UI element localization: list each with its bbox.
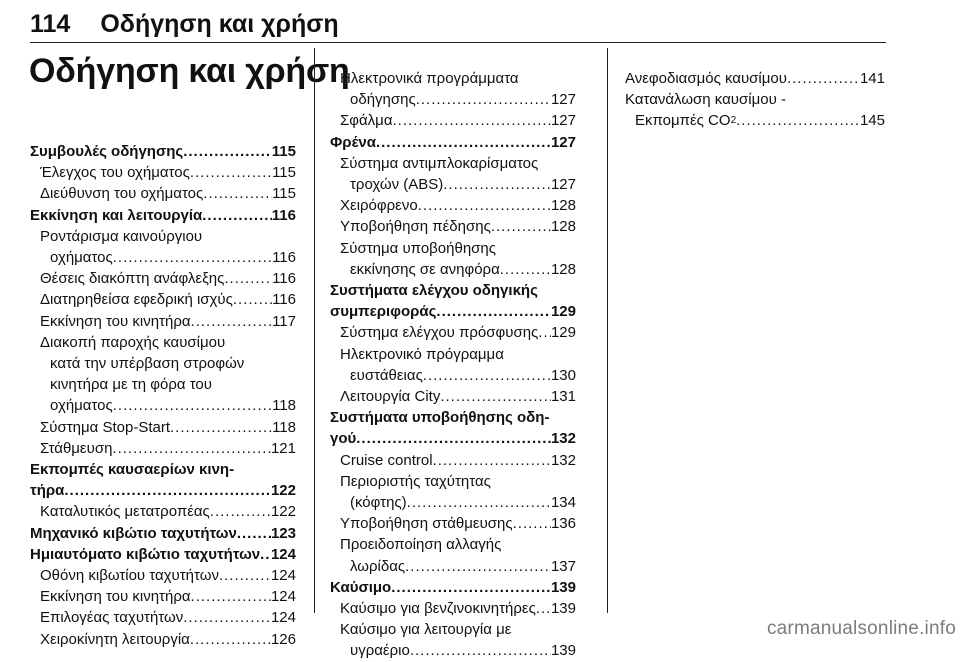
toc-entry-title: Σύστημα υποβοήθησης — [340, 239, 496, 257]
dot-leader — [536, 598, 551, 619]
toc-entry-title: Θέσεις διακόπτη ανάφλεξης — [40, 270, 225, 288]
toc-page-number: 116 — [271, 206, 296, 224]
toc-entry-title: Καύσιμο για βενζινοκινητήρες — [340, 600, 536, 618]
dot-leader — [113, 395, 272, 416]
toc-page-number: 128 — [550, 197, 576, 215]
toc-entry-title: Ροντάρισμα καινούργιου — [40, 227, 203, 245]
toc-entry[interactable] — [30, 480, 296, 501]
dot-leader — [210, 501, 271, 522]
toc-entry-title: Συστήματα υποβοήθησης οδη- — [330, 409, 550, 427]
toc-entry-title: κινητήρα με τη φόρα του — [50, 376, 212, 394]
toc-entry[interactable] — [30, 183, 296, 204]
toc-entry[interactable] — [330, 640, 576, 661]
toc-entry-title: Εκπομπές καυσαερίων κινη- — [30, 461, 235, 479]
toc-entry-title: κατά την υπέρβαση στροφών — [50, 355, 245, 373]
toc-entry-title: ευστάθειας — [350, 366, 423, 384]
toc-page-number: 131 — [550, 388, 576, 406]
toc-entry[interactable] — [330, 492, 576, 513]
toc-entry-title: Λειτουργία City — [340, 388, 441, 406]
toc-entry[interactable] — [330, 132, 576, 153]
toc-column-2 — [330, 68, 576, 662]
toc-page-number: 128 — [550, 260, 576, 278]
toc-entry-title: οχήματος — [50, 397, 113, 415]
toc-entry[interactable] — [30, 205, 296, 226]
toc-entry-title: Μηχανικό κιβώτιο ταχυτήτων — [30, 524, 237, 542]
toc-entry-title: Εκπομπές CO — [635, 112, 731, 130]
toc-entry-title: Ηλεκτρονικά προγράμματα — [340, 70, 519, 87]
toc-entry-title: εκκίνησης σε ανηφόρα — [350, 260, 500, 278]
toc-entry-title: Cruise control — [340, 451, 433, 469]
toc-entry-line[interactable] — [30, 374, 296, 395]
toc-page-number: 116 — [272, 249, 296, 267]
toc-entry[interactable] — [30, 247, 296, 268]
toc-page-number: 118 — [272, 418, 296, 436]
dot-leader — [112, 438, 271, 459]
column-divider — [607, 48, 608, 613]
toc-page-number: 132 — [550, 430, 576, 448]
dot-leader — [237, 523, 271, 544]
toc-entry-title: οχήματος — [50, 249, 113, 267]
dot-leader — [224, 268, 272, 289]
dot-leader — [443, 174, 551, 195]
toc-entry-title: Χειρόφρενο — [340, 197, 418, 215]
toc-entry-title: Υποβοήθηση στάθμευσης — [340, 515, 513, 533]
subscript: 2 — [730, 115, 737, 127]
dot-leader — [191, 311, 273, 332]
toc-entry-title: Καύσιμο για λειτουργία με — [340, 621, 512, 639]
dot-leader — [183, 141, 272, 162]
dot-leader — [416, 89, 551, 110]
toc-entry-line[interactable] — [330, 153, 576, 174]
toc-entry-title: Προειδοποίηση αλλαγής — [340, 536, 502, 554]
toc-entry[interactable] — [330, 89, 576, 110]
toc-page-number: 129 — [550, 303, 576, 321]
toc-entry[interactable] — [330, 365, 576, 386]
toc-page-number: 116 — [272, 291, 296, 309]
column-divider — [314, 48, 315, 613]
dot-leader — [410, 640, 551, 661]
toc-entry-title: τήρα — [30, 482, 65, 500]
toc-page-number: 127 — [550, 133, 576, 151]
toc-entry-title: Καύσιμο — [330, 578, 392, 596]
toc-page-number: 124 — [270, 609, 296, 627]
toc-entry-title: Οθόνη κιβωτίου ταχυτήτων — [40, 567, 219, 585]
toc-page-number: 134 — [550, 494, 576, 512]
toc-page-number: 132 — [550, 451, 576, 469]
toc-page-number: 137 — [550, 557, 576, 575]
toc-entry[interactable] — [30, 544, 296, 565]
toc-entry-title: Σύστημα αντιμπλοκαρίσματος — [340, 154, 539, 172]
toc-entry[interactable] — [625, 68, 885, 89]
toc-entry[interactable] — [30, 417, 296, 438]
toc-entry-line[interactable] — [330, 534, 576, 555]
dot-leader — [170, 417, 272, 438]
toc-entry[interactable] — [30, 501, 296, 522]
dot-leader — [260, 544, 271, 565]
toc-entry[interactable] — [330, 301, 576, 322]
toc-page-number: 124 — [270, 588, 296, 606]
toc-page-number: 122 — [270, 482, 296, 500]
toc-entry-line[interactable] — [330, 471, 576, 492]
toc-entry-line[interactable] — [330, 619, 576, 640]
toc-entry-title: Συστήματα ελέγχου οδηγικής — [330, 282, 538, 300]
dot-leader — [538, 322, 551, 343]
toc-entry-line[interactable] — [30, 332, 296, 353]
toc-entry-line[interactable] — [330, 68, 576, 89]
toc-entry-line[interactable] — [30, 353, 296, 374]
toc-page-number: 130 — [550, 366, 576, 384]
dot-leader — [183, 607, 271, 628]
dot-leader — [418, 195, 551, 216]
toc-page-number: 118 — [272, 397, 296, 415]
toc-page-number: 123 — [270, 524, 296, 542]
toc-entry-title: Διακοπή παροχής καυσίμου — [40, 333, 226, 351]
toc-entry[interactable] — [30, 523, 296, 544]
toc-entry-title: Διεύθυνση του οχήματος — [40, 185, 204, 203]
toc-entry-title: Σφάλμα — [340, 112, 393, 130]
toc-page-number: 127 — [550, 91, 576, 109]
running-header — [30, 8, 886, 43]
toc-page-number: 122 — [270, 503, 296, 521]
dot-leader — [491, 216, 551, 237]
toc-entry-line[interactable] — [330, 344, 576, 365]
toc-entry-title: Ανεφοδιασμός καυσίμου — [625, 70, 787, 87]
toc-page-number: 127 — [550, 112, 576, 130]
toc-entry[interactable] — [30, 395, 296, 416]
watermark: carmanualsonline.info — [766, 618, 956, 639]
toc-entry-title: Υποβοήθηση πέδησης — [340, 218, 491, 236]
dot-leader — [191, 586, 271, 607]
toc-entry-title: Εκκίνηση και λειτουργία — [30, 206, 203, 224]
toc-entry[interactable] — [330, 450, 576, 471]
toc-entry-title: Κατανάλωση καυσίμου - — [625, 91, 786, 109]
toc-column-1 — [30, 141, 296, 650]
toc-entry-line[interactable] — [30, 459, 296, 480]
toc-entry-title: Ημιαυτόματο κιβώτιο ταχυτήτων — [30, 545, 261, 563]
toc-entry[interactable] — [30, 586, 296, 607]
dot-leader — [391, 577, 551, 598]
dot-leader — [219, 565, 271, 586]
toc-entry-title: Καταλυτικός μετατροπέας — [40, 503, 210, 521]
toc-entry-line[interactable] — [30, 226, 296, 247]
dot-leader — [356, 428, 551, 449]
chapter-title: Οδήγηση και χρήση — [29, 52, 350, 90]
toc-entry[interactable] — [330, 174, 576, 195]
dot-leader — [513, 513, 551, 534]
toc-entry-title: συμπεριφοράς — [330, 303, 437, 321]
dot-leader — [787, 68, 860, 89]
toc-entry[interactable] — [330, 195, 576, 216]
toc-entry[interactable] — [330, 556, 576, 577]
dot-leader — [113, 247, 272, 268]
toc-page-number: 129 — [550, 324, 576, 342]
dot-leader — [190, 162, 272, 183]
toc-entry-title: Περιοριστής ταχύτητας — [340, 472, 491, 490]
toc-entry[interactable] — [330, 259, 576, 280]
toc-page-number: 128 — [550, 218, 576, 236]
toc-entry-title: Εκκίνηση του κινητήρα — [40, 312, 191, 330]
toc-entry[interactable] — [30, 438, 296, 459]
toc-entry-line[interactable] — [330, 280, 576, 301]
dot-leader — [423, 365, 551, 386]
page-number: 114 — [30, 10, 71, 38]
toc-entry-title: τροχών (ABS) — [350, 176, 444, 194]
toc-entry-title: Σύστημα ελέγχου πρόσφυσης — [340, 324, 539, 342]
toc-page-number: 139 — [550, 578, 576, 596]
toc-entry-title: Επιλογέας ταχυτήτων — [40, 609, 184, 627]
dot-leader — [190, 629, 271, 650]
dot-leader — [736, 110, 860, 131]
dot-leader — [405, 556, 551, 577]
toc-entry-line[interactable] — [330, 238, 576, 259]
toc-entry-title: Συμβουλές οδήγησης — [30, 143, 184, 160]
toc-page-number: 127 — [550, 176, 576, 194]
toc-entry-title: (κόφτης) — [350, 494, 407, 512]
dot-leader — [202, 205, 272, 226]
toc-entry-line[interactable] — [625, 89, 885, 110]
toc-page-number: 115 — [271, 143, 296, 160]
toc-entry-title: Στάθμευση — [40, 439, 113, 457]
toc-page-number: 136 — [550, 515, 576, 533]
toc-entry[interactable] — [330, 216, 576, 237]
toc-entry[interactable] — [30, 141, 296, 162]
dot-leader — [407, 492, 551, 513]
dot-leader — [393, 110, 551, 131]
toc-entry-title: Έλεγχος του οχήματος — [40, 164, 190, 182]
dot-leader — [64, 480, 271, 501]
dot-leader — [440, 386, 551, 407]
toc-entry-title: Χειροκίνητη λειτουργία — [40, 630, 190, 648]
toc-entry-title: Διατηρηθείσα εφεδρική ισχύς — [40, 291, 233, 309]
toc-entry[interactable] — [330, 386, 576, 407]
toc-page-number: 117 — [272, 312, 296, 330]
toc-entry-title: Σύστημα Stop-Start — [40, 418, 171, 436]
toc-page-number: 124 — [270, 545, 296, 563]
toc-entry-title: οδήγησης — [350, 91, 416, 109]
toc-entry[interactable] — [330, 598, 576, 619]
toc-entry-title: γού — [330, 430, 357, 448]
toc-entry[interactable] — [30, 268, 296, 289]
dot-leader — [436, 301, 551, 322]
dot-leader — [376, 132, 551, 153]
toc-entry[interactable] — [30, 162, 296, 183]
toc-page-number: 145 — [859, 112, 885, 130]
toc-entry[interactable] — [625, 110, 885, 131]
dot-leader — [433, 450, 551, 471]
toc-page-number: 141 — [859, 70, 885, 87]
toc-page-number: 139 — [550, 600, 576, 618]
dot-leader — [233, 289, 272, 310]
toc-entry[interactable] — [30, 289, 296, 310]
toc-entry-title: Ηλεκτρονικό πρόγραμμα — [340, 345, 504, 363]
toc-entry[interactable] — [330, 110, 576, 131]
toc-entry-title: υγραέριο — [350, 642, 410, 660]
toc-entry-title: Φρένα — [330, 133, 376, 151]
toc-entry-line[interactable] — [330, 407, 576, 428]
toc-page-number: 115 — [272, 164, 296, 182]
toc-column-3 — [625, 68, 885, 132]
toc-page-number: 126 — [270, 630, 296, 648]
toc-entry[interactable] — [30, 565, 296, 586]
toc-page-number: 121 — [270, 439, 296, 457]
toc-page-number: 139 — [550, 642, 576, 660]
toc-entry[interactable] — [330, 322, 576, 343]
toc-entry[interactable] — [30, 629, 296, 650]
running-title: Οδήγηση και χρήση — [100, 10, 339, 38]
toc-entry-title: Εκκίνηση του κινητήρα — [40, 588, 191, 606]
toc-entry[interactable] — [330, 428, 576, 449]
toc-entry[interactable] — [330, 577, 576, 598]
toc-page-number: 116 — [272, 270, 296, 288]
toc-page-number: 124 — [270, 567, 296, 585]
toc-entry-title: λωρίδας — [350, 557, 406, 575]
dot-leader — [203, 183, 272, 204]
toc-entry[interactable] — [330, 513, 576, 534]
toc-entry[interactable] — [30, 607, 296, 628]
toc-page-number: 115 — [272, 185, 296, 203]
dot-leader — [500, 259, 551, 280]
toc-entry[interactable] — [30, 311, 296, 332]
